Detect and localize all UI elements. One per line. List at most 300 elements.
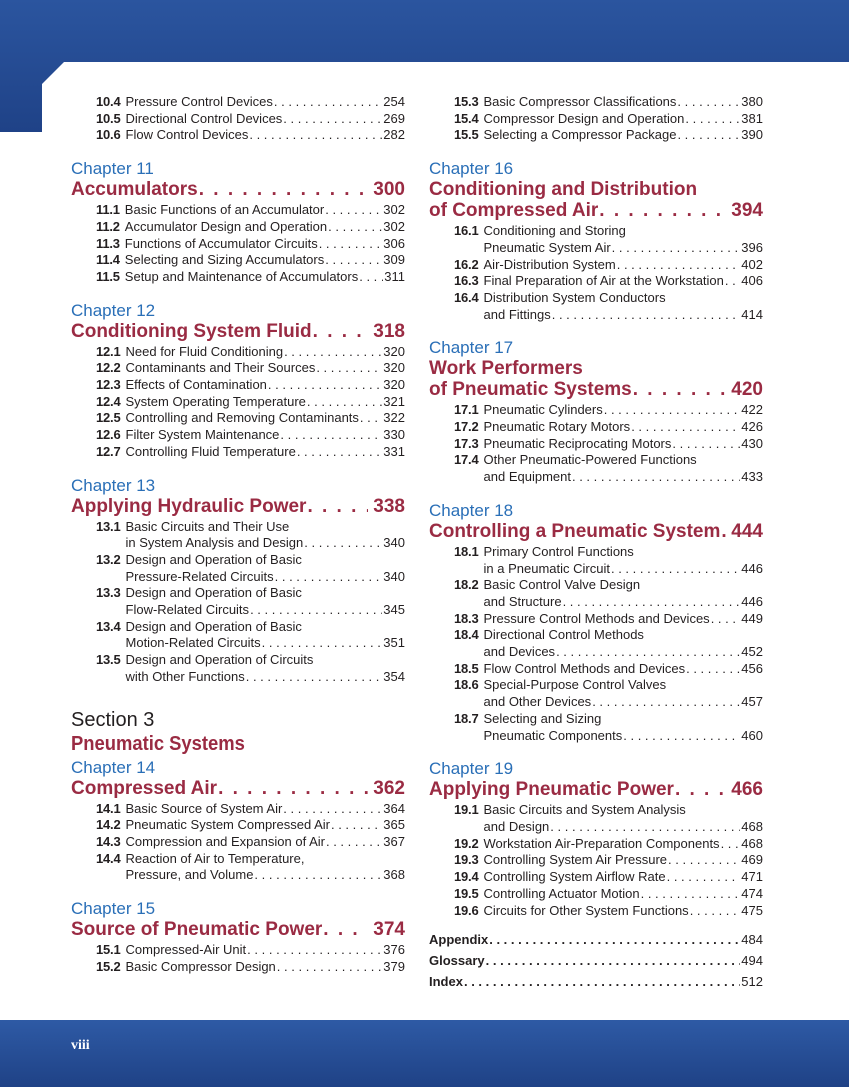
chapter-title[interactable] — [429, 779, 763, 800]
page-ref: 426 — [741, 419, 763, 435]
entry-body — [484, 802, 763, 835]
chapter-title[interactable] — [71, 179, 405, 200]
entry-line — [126, 111, 405, 128]
entry-body — [484, 127, 763, 144]
section-title: Pneumatic Systems — [71, 732, 245, 755]
page-ref: 381 — [741, 110, 763, 126]
entry-body — [484, 677, 763, 710]
toc-entry[interactable] — [71, 394, 405, 411]
entry-line — [126, 552, 405, 569]
section-number: 14.4 — [96, 850, 121, 866]
page-ref: 340 — [383, 535, 405, 551]
entry-text: Controlling Actuator Motion — [483, 885, 640, 901]
toc-entry[interactable] — [71, 127, 405, 144]
entry-text: Conditioning and Storing — [483, 223, 626, 239]
entry-text: Controlling a Pneumatic System — [429, 520, 721, 542]
entry-line — [484, 111, 763, 128]
toc-entry[interactable] — [429, 452, 763, 485]
entry-line — [484, 94, 763, 111]
toc-entry[interactable] — [429, 903, 763, 920]
entry-line — [126, 410, 405, 427]
dot-leader — [725, 273, 740, 290]
entry-text: Special-Purpose Control Valves — [483, 677, 667, 693]
dot-leader — [667, 869, 741, 886]
back-matter-entry[interactable] — [429, 950, 763, 971]
entry-body — [126, 619, 405, 652]
section-number: 11.5 — [96, 268, 120, 284]
entry-text: Index — [429, 974, 463, 990]
page-ref: 331 — [383, 443, 405, 459]
section-number: 11.4 — [96, 252, 120, 268]
page-ref: 309 — [383, 252, 405, 268]
entry-line — [484, 728, 763, 745]
entry-text: in System Analysis and Design — [125, 535, 304, 551]
entry-text: and Devices — [483, 644, 556, 660]
toc-entry[interactable] — [71, 619, 405, 652]
page-ref: 456 — [741, 660, 763, 676]
entry-text: Pneumatic Components — [483, 727, 623, 743]
page-ref: 368 — [383, 867, 405, 883]
dot-leader — [721, 521, 726, 542]
page-ref: 376 — [383, 942, 405, 958]
entry-body — [484, 273, 763, 290]
toc-entry[interactable] — [71, 94, 405, 111]
bottom-decorative-band — [0, 1020, 849, 1087]
entry-text: Basic Control Valve Design — [483, 577, 641, 593]
page-ref: 396 — [741, 239, 763, 255]
toc-right-column — [429, 94, 763, 992]
entry-text: Pneumatic System Air — [483, 239, 611, 255]
back-matter-entry[interactable] — [429, 971, 763, 992]
toc-entry[interactable] — [429, 127, 763, 144]
section-number: 12.3 — [96, 377, 121, 393]
dot-leader — [686, 661, 740, 678]
page-ref: 354 — [383, 668, 405, 684]
entry-text: and Other Devices — [483, 694, 592, 710]
toc-entry[interactable] — [429, 627, 763, 660]
section-number: 15.4 — [454, 110, 479, 126]
entry-text: Setup and Maintenance of Accumulators — [124, 268, 359, 284]
entry-text: System Operating Temperature — [125, 393, 306, 409]
entry-line — [484, 869, 763, 886]
entry-text: Controlling System Air Pressure — [483, 852, 668, 868]
toc-entry[interactable] — [71, 236, 405, 253]
page-ref: 466 — [731, 779, 763, 801]
page-ref: 422 — [741, 402, 763, 418]
entry-line — [126, 942, 405, 959]
toc-entry[interactable] — [429, 544, 763, 577]
entry-text: Conditioning System Fluid — [71, 320, 312, 342]
entry-line — [126, 817, 405, 834]
dot-leader — [249, 127, 382, 144]
toc-entry[interactable] — [429, 886, 763, 903]
entry-text: Pneumatic System Compressed Air — [125, 817, 330, 833]
toc-entry[interactable] — [429, 836, 763, 853]
entry-body — [484, 290, 763, 323]
entry-body — [484, 627, 763, 660]
toc-left-column — [71, 94, 405, 976]
page-ref: 457 — [741, 694, 763, 710]
entry-text: Pneumatic Rotary Motors — [483, 419, 631, 435]
page-ref: 452 — [741, 644, 763, 660]
entry-line — [126, 851, 405, 868]
toc-entry[interactable] — [71, 377, 405, 394]
toc-entry[interactable] — [71, 111, 405, 128]
toc-entry[interactable] — [429, 290, 763, 323]
dot-leader — [331, 817, 382, 834]
dot-leader — [304, 535, 382, 552]
page-ref: 321 — [383, 393, 405, 409]
page-ref: 484 — [741, 932, 763, 948]
entry-line — [126, 519, 405, 536]
page-ref: 282 — [383, 127, 405, 143]
section-number: 13.2 — [96, 551, 121, 567]
dot-leader — [360, 410, 382, 427]
entry-text: of Compressed Air — [429, 200, 599, 222]
section-number: 12.4 — [96, 393, 121, 409]
page-ref: 306 — [383, 235, 405, 251]
entry-line — [126, 394, 405, 411]
entry-line — [484, 852, 763, 869]
entry-line — [484, 711, 763, 728]
section-number: 15.3 — [454, 94, 479, 109]
dot-leader — [283, 801, 382, 818]
entry-line — [484, 577, 763, 594]
toc-entry[interactable] — [71, 801, 405, 818]
dot-leader — [247, 942, 382, 959]
dot-leader — [552, 307, 741, 324]
entry-text: and Equipment — [483, 469, 571, 485]
page-ref: 320 — [383, 377, 405, 393]
entry-text: Reaction of Air to Temperature, — [125, 850, 305, 866]
toc-entry[interactable] — [429, 94, 763, 111]
entry-line — [484, 694, 763, 711]
entry-line — [484, 419, 763, 436]
page-ref: 414 — [741, 306, 763, 322]
entry-body — [126, 959, 405, 976]
chapter-title[interactable] — [429, 521, 763, 542]
entry-text: Basic Compressor Classifications — [483, 94, 677, 109]
dot-leader — [325, 252, 382, 269]
toc-entry[interactable] — [71, 427, 405, 444]
section-number: 12.5 — [96, 410, 121, 426]
entry-text: Design and Operation of Basic — [125, 618, 302, 634]
chapter-title-text: Work Performers — [429, 358, 583, 380]
section-number: 11.3 — [96, 235, 120, 251]
entry-body — [126, 519, 405, 552]
entry-line — [484, 436, 763, 453]
entry-line — [126, 635, 405, 652]
dot-leader — [326, 834, 382, 851]
toc-entry[interactable] — [71, 834, 405, 851]
entry-text: Air-Distribution System — [483, 256, 616, 272]
entry-body — [484, 661, 763, 678]
entry-text: and Fittings — [483, 306, 551, 322]
dot-leader — [284, 344, 382, 361]
page-ref: 351 — [383, 635, 405, 651]
page-ref: 374 — [373, 919, 405, 941]
back-matter-entry[interactable] — [429, 929, 763, 950]
entry-line — [484, 594, 763, 611]
toc-entry[interactable] — [429, 711, 763, 744]
section-number: 16.3 — [454, 273, 479, 289]
entry-body — [126, 552, 405, 585]
entry-line — [126, 669, 405, 686]
chapter-label: Chapter 17 — [429, 338, 514, 358]
back-matter — [429, 929, 763, 992]
toc-entry[interactable] — [429, 661, 763, 678]
toc-entry[interactable] — [71, 851, 405, 884]
dot-leader — [262, 635, 383, 652]
toc-entry[interactable] — [71, 219, 405, 236]
toc-entry[interactable] — [71, 410, 405, 427]
dot-leader — [277, 959, 383, 976]
entry-text: Applying Hydraulic Power — [71, 495, 307, 517]
section-number: 12.7 — [96, 443, 121, 459]
entry-text: Flow Control Devices — [125, 127, 249, 143]
page-ref: 254 — [383, 94, 405, 109]
chapter-title[interactable] — [71, 321, 405, 342]
toc-entry[interactable] — [71, 652, 405, 685]
entry-body — [126, 344, 405, 361]
entry-line — [126, 867, 405, 884]
chapter-title[interactable] — [429, 358, 763, 400]
toc-entry[interactable] — [429, 577, 763, 610]
chapter-label: Chapter 19 — [429, 759, 514, 779]
entry-body — [484, 452, 763, 485]
entry-line — [126, 427, 405, 444]
chapter-title-line — [429, 779, 763, 800]
section-number: 18.3 — [454, 610, 479, 626]
dot-leader — [274, 94, 382, 111]
section-number: 18.2 — [454, 577, 479, 593]
dot-leader — [323, 919, 368, 940]
dot-leader — [604, 402, 741, 419]
entry-text: Basic Compressor Design — [125, 958, 276, 974]
page-ref: 474 — [741, 885, 763, 901]
page-ref: 367 — [383, 833, 405, 849]
section-number: 17.3 — [454, 435, 479, 451]
entry-body — [126, 942, 405, 959]
dot-leader — [218, 778, 368, 799]
section-number: 10.4 — [96, 94, 121, 109]
page-ref: 322 — [383, 410, 405, 426]
entry-line — [484, 240, 763, 257]
entry-body — [484, 419, 763, 436]
toc-entry[interactable] — [71, 252, 405, 269]
dot-leader — [556, 644, 740, 661]
toc-entry[interactable] — [429, 419, 763, 436]
entry-body — [125, 202, 405, 219]
section-number: 16.2 — [454, 256, 479, 272]
dot-leader — [489, 929, 740, 950]
entry-line — [125, 202, 405, 219]
chapter-label: Chapter 14 — [71, 757, 156, 777]
page-ref: 300 — [373, 179, 405, 201]
toc-entry[interactable] — [71, 360, 405, 377]
toc-entry[interactable] — [71, 444, 405, 461]
page-ref: 320 — [383, 360, 405, 376]
entry-body — [125, 219, 405, 236]
entry-line — [484, 611, 763, 628]
page-ref: 433 — [741, 469, 763, 485]
toc-entry[interactable] — [71, 585, 405, 618]
entry-text: Contaminants and Their Sources — [125, 360, 316, 376]
entry-line — [484, 819, 763, 836]
entry-text: Pressure Control Methods and Devices — [483, 610, 710, 626]
chapter-title-line — [429, 521, 763, 542]
page-ref: 446 — [741, 593, 763, 609]
entry-text: Controlling Fluid Temperature — [125, 443, 296, 459]
page-ref: 340 — [383, 568, 405, 584]
section-number: 19.6 — [454, 902, 479, 918]
page-ref: 365 — [383, 817, 405, 833]
section-number: 19.4 — [454, 869, 479, 885]
chapter-title[interactable] — [71, 919, 405, 940]
page-ref: 420 — [731, 379, 763, 401]
entry-text: Basic Source of System Air — [125, 800, 283, 816]
toc-entry[interactable] — [71, 269, 405, 286]
toc-entry[interactable] — [429, 402, 763, 419]
chapter-title-line — [71, 919, 405, 940]
entry-body — [126, 360, 405, 377]
dot-leader — [297, 444, 382, 461]
entry-text: Accumulator Design and Operation — [124, 218, 328, 234]
entry-text: Workstation Air-Preparation Components — [483, 835, 720, 851]
entry-text: Design and Operation of Circuits — [125, 652, 314, 668]
entry-text: Source of Pneumatic Power — [71, 919, 323, 941]
toc-entry[interactable] — [71, 817, 405, 834]
toc-entry[interactable] — [429, 802, 763, 835]
dot-leader — [572, 469, 740, 486]
section-number: 15.1 — [96, 942, 121, 958]
dot-leader — [313, 321, 369, 342]
entry-body — [125, 252, 405, 269]
section-number: 18.7 — [454, 710, 479, 726]
dot-leader — [283, 111, 382, 128]
page-ref: 468 — [741, 835, 763, 851]
entry-line — [484, 886, 763, 903]
toc-entry[interactable] — [71, 519, 405, 552]
entry-text: Compressed Air — [71, 777, 218, 799]
entry-text: Compressed-Air Unit — [125, 942, 247, 958]
toc-entry[interactable] — [71, 552, 405, 585]
chapter-label: Chapter 16 — [429, 159, 514, 179]
dot-leader — [641, 886, 741, 903]
toc-entry[interactable] — [429, 111, 763, 128]
entry-text: Design and Operation of Basic — [125, 585, 302, 601]
entry-line — [484, 273, 763, 290]
entry-text: Controlling System Airflow Rate — [483, 869, 666, 885]
chapter-title[interactable] — [71, 496, 405, 517]
entry-text: Basic Circuits and Their Use — [125, 518, 290, 534]
toc-entry[interactable] — [429, 273, 763, 290]
section-number: 19.2 — [454, 835, 479, 851]
toc-entry[interactable] — [429, 436, 763, 453]
entry-body — [484, 544, 763, 577]
entry-text: Pressure, and Volume — [125, 867, 254, 883]
section-number: 18.5 — [454, 660, 479, 676]
chapter-title-line — [71, 778, 405, 799]
entry-body — [484, 903, 763, 920]
entry-body — [484, 869, 763, 886]
entry-line — [125, 236, 405, 253]
toc-entry[interactable] — [429, 677, 763, 710]
dot-leader — [359, 269, 383, 286]
page-ref: 475 — [741, 902, 763, 918]
toc-entry[interactable] — [429, 869, 763, 886]
toc-entry[interactable] — [429, 852, 763, 869]
toc-entry[interactable] — [429, 223, 763, 256]
toc-entry[interactable] — [429, 611, 763, 628]
dot-leader — [617, 257, 741, 274]
entry-body — [126, 127, 405, 144]
entry-body — [126, 444, 405, 461]
toc-entry[interactable] — [71, 942, 405, 959]
entry-line — [126, 569, 405, 586]
page-ref: 402 — [741, 256, 763, 272]
dot-leader — [486, 950, 741, 971]
page-ref: 362 — [373, 777, 405, 799]
dot-leader — [690, 903, 741, 920]
section-number: 17.2 — [454, 419, 479, 435]
entry-body — [484, 836, 763, 853]
entry-body — [126, 377, 405, 394]
entry-line — [484, 257, 763, 274]
entry-text: Pneumatic Cylinders — [483, 402, 603, 418]
back-matter-line — [429, 929, 763, 950]
dot-leader — [612, 240, 741, 257]
toc-entry[interactable] — [71, 959, 405, 976]
page-ref: 494 — [741, 953, 763, 969]
section-number: 19.1 — [454, 802, 479, 818]
section-number: 10.6 — [96, 127, 121, 143]
chapter-label: Chapter 11 — [71, 159, 154, 179]
entry-line — [126, 619, 405, 636]
entry-text: and Structure — [483, 593, 562, 609]
entry-body — [126, 851, 405, 884]
entry-line — [484, 290, 763, 307]
page-ref: 471 — [741, 869, 763, 885]
chapter-title-line — [429, 379, 763, 400]
page-ref: 338 — [373, 495, 405, 517]
back-matter-line — [429, 950, 763, 971]
chapter-title[interactable] — [71, 778, 405, 799]
section-number: 11.2 — [96, 218, 120, 234]
entry-line — [484, 561, 763, 578]
entry-text: in a Pneumatic Circuit — [483, 560, 610, 576]
toc-entry[interactable] — [71, 202, 405, 219]
entry-line — [484, 127, 763, 144]
toc-entry[interactable] — [71, 344, 405, 361]
chapter-title[interactable] — [429, 179, 763, 221]
dot-leader — [280, 427, 382, 444]
section-number: 12.6 — [96, 427, 121, 443]
entry-body — [126, 427, 405, 444]
page-ref: 512 — [741, 974, 763, 990]
dot-leader — [599, 200, 726, 221]
entry-line — [484, 402, 763, 419]
section-number: 19.5 — [454, 885, 479, 901]
entry-body — [126, 801, 405, 818]
entry-text: Glossary — [429, 953, 485, 969]
toc-entry[interactable] — [429, 257, 763, 274]
entry-text: Directional Control Devices — [125, 110, 283, 126]
entry-line — [126, 602, 405, 619]
chapter-label: Chapter 18 — [429, 500, 514, 520]
page-ref: 390 — [741, 127, 763, 143]
entry-text: Primary Control Functions — [483, 543, 634, 559]
